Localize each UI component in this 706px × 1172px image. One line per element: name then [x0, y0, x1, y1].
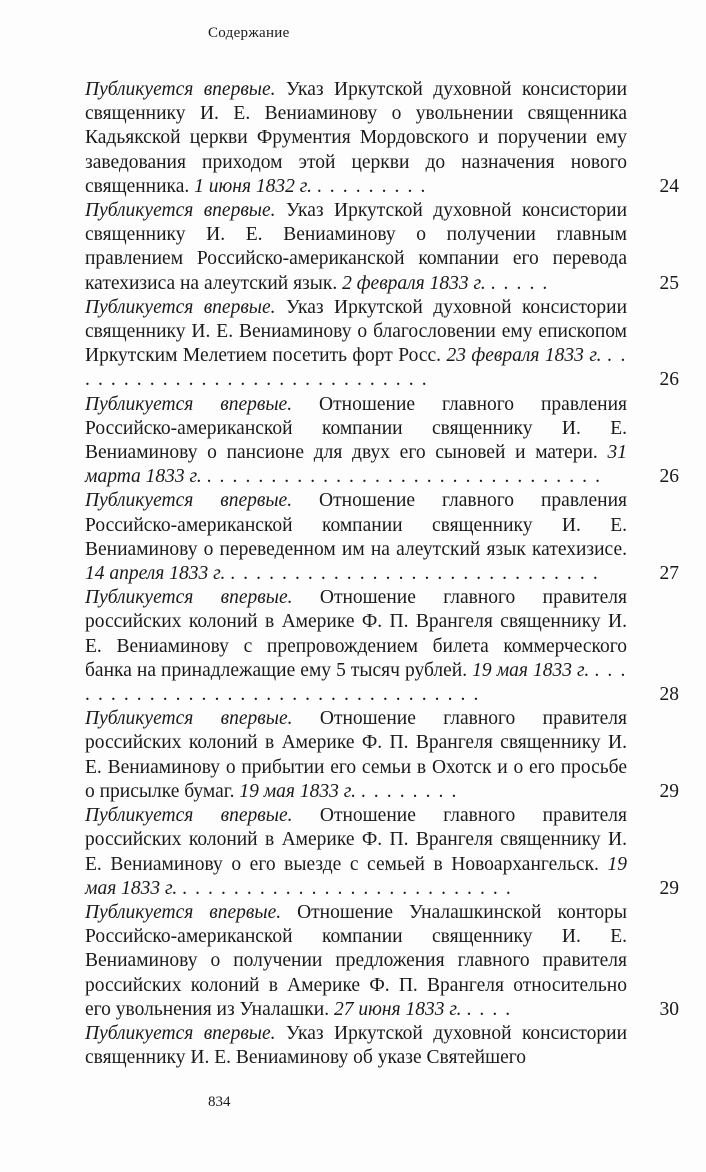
- entry-label: Публикуется впервые.: [85, 901, 282, 923]
- entry-text: [85, 489, 627, 586]
- entry-page-number: 29: [659, 780, 679, 802]
- entry-page-number: 30: [659, 998, 679, 1020]
- entry-label: Публикуется впервые.: [85, 805, 293, 827]
- entry-leader-dots: . . . . .: [490, 272, 549, 294]
- entry-text: [85, 393, 627, 490]
- toc-entry: [85, 586, 679, 707]
- entry-description: Отношение главного правителя российских колоний в Америке Ф. П. Врангеля священнику И. Е. Вениаминову о прибытии его семьи в Охотск и о его просьбе о присылке бумаг.: [85, 708, 627, 802]
- entry-label: Публикуется впервые.: [85, 393, 293, 415]
- entry-page-number: 25: [659, 272, 679, 294]
- entry-leader-dots: . . . . . . . . . . . . . . . . . . . . . . . . . . . . .: [85, 345, 627, 391]
- entry-leader-dots: . . . . . . . . . . . . . . . . . . . . . . . . . .: [182, 877, 513, 899]
- entry-description: Указ Иркутской духовной консистории священнику И. Е. Вениаминову о увольнении священника Кадьякской церкви Фрументия Мордовского и поручении ему заведования приходом этой церкви до назначения нового священника.: [85, 79, 628, 197]
- entry-description: Указ Иркутской духовной консистории священнику И. Е. Вениаминову об указе Святейшего: [85, 1022, 628, 1069]
- entry-text: [85, 901, 627, 1022]
- entry-leader-dots: . . . .: [466, 998, 512, 1020]
- entry-leader-dots: . . . . . . . . . . . . . . . . . . . . . . . . . . . . .: [230, 563, 600, 585]
- entry-text: [85, 296, 627, 393]
- entry-page-number: 26: [659, 466, 679, 488]
- entry-text: [85, 586, 627, 707]
- toc-entry: [85, 296, 679, 393]
- entry-date: 19 мая 1833 г.: [239, 780, 356, 802]
- entry-description: Отношение Уналашкинской конторы Российско-американской компании священнику И. Е. Вениаминову о получении предложения главного правителя российских колоний в Америке Ф. П. Врангеля относительно его увольнения из Уналашки.: [85, 901, 627, 1020]
- toc-entry: [85, 901, 679, 1022]
- entry-leader-dots: . . . . . . . . . . . . . . . . . . . . . . . . . . . . . . .: [206, 466, 602, 488]
- entry-page-number: 28: [659, 684, 679, 706]
- toc-entry: [85, 707, 679, 804]
- entry-date: 31 марта 1833 г.: [85, 442, 627, 488]
- entry-leader-dots: . . . . . . . . . . . . . . . . . . . . . . . . . . . . . . . . . .: [85, 659, 628, 706]
- entry-label: Публикуется впервые.: [85, 296, 276, 318]
- table-of-contents: [85, 78, 679, 1070]
- toc-entry: [85, 78, 679, 199]
- entry-date: 1 июня 1832 г.: [194, 175, 312, 197]
- entry-date: 19 мая 1833 г.: [472, 659, 590, 681]
- entry-label: Публикуется впервые.: [85, 490, 293, 512]
- toc-entry: [85, 1022, 679, 1070]
- entry-label: Публикуется впервые.: [85, 1022, 276, 1044]
- entry-date: 14 апреля 1833 г.: [85, 563, 226, 585]
- page-number-footer: 834: [208, 1094, 231, 1110]
- toc-entry: [85, 199, 679, 296]
- entry-description: Указ Иркутской духовной консистории священнику И. Е. Вениаминову о получении главным правлением Российско-американской компании его перевода катехизиса на алеутский язык.: [85, 200, 628, 294]
- entry-description: Отношение главного правления Российско-американской компании священнику И. Е. Вениаминову о пансионе для двух его сыновей и матери.: [85, 393, 628, 464]
- entry-description: Указ Иркутской духовной консистории священнику И. Е. Вениаминову о благословении ему епископом Иркутским Мелетием посетить форт Росс.: [85, 296, 628, 367]
- entry-text: [85, 707, 627, 804]
- entry-label: Публикуется впервые.: [85, 587, 293, 609]
- entry-description: Отношение главного правления Российско-американской компании священнику И. Е. Вениаминову о переведенном им на алеутский язык катехизисе.: [85, 490, 628, 560]
- entry-text: [85, 78, 627, 199]
- entry-leader-dots: . . . . . . . .: [360, 780, 458, 802]
- toc-entry: [85, 489, 679, 586]
- entry-page-number: 27: [659, 563, 679, 585]
- entry-page-number: 26: [659, 369, 679, 391]
- toc-entry: [85, 393, 679, 490]
- entry-date: 23 февраля 1833 г.: [446, 345, 602, 367]
- entry-date: 27 июня 1833 г.: [333, 998, 462, 1020]
- entry-text: [85, 199, 627, 296]
- entry-date: 19 мая 1833 г.: [85, 853, 627, 899]
- entry-label: Публикуется впервые.: [85, 708, 293, 730]
- entry-leader-dots: . . . . . . . . .: [316, 175, 427, 197]
- entry-label: Публикуется впервые.: [85, 200, 276, 222]
- entry-description: Отношение главного правителя российских колоний в Америке Ф. П. Врангеля священнику И. Е. Вениаминову о его выезде с семьей в Новоархангельск.: [85, 805, 627, 875]
- entry-page-number: 29: [659, 877, 679, 899]
- entry-text: [85, 804, 627, 901]
- entry-page-number: 24: [659, 175, 679, 197]
- entry-date: 2 февраля 1833 г.: [342, 272, 486, 294]
- entry-label: Публикуется впервые.: [85, 79, 276, 100]
- entry-text: [85, 1022, 627, 1070]
- entry-description: Отношение главного правителя российских колоний в Америке Ф. П. Врангеля священнику И. Е. Вениаминову с препровождением билета коммерческого банка на принадлежащие ему 5 тысяч рублей.: [85, 587, 627, 681]
- running-head: Содержание: [208, 25, 290, 41]
- toc-entry: [85, 804, 679, 901]
